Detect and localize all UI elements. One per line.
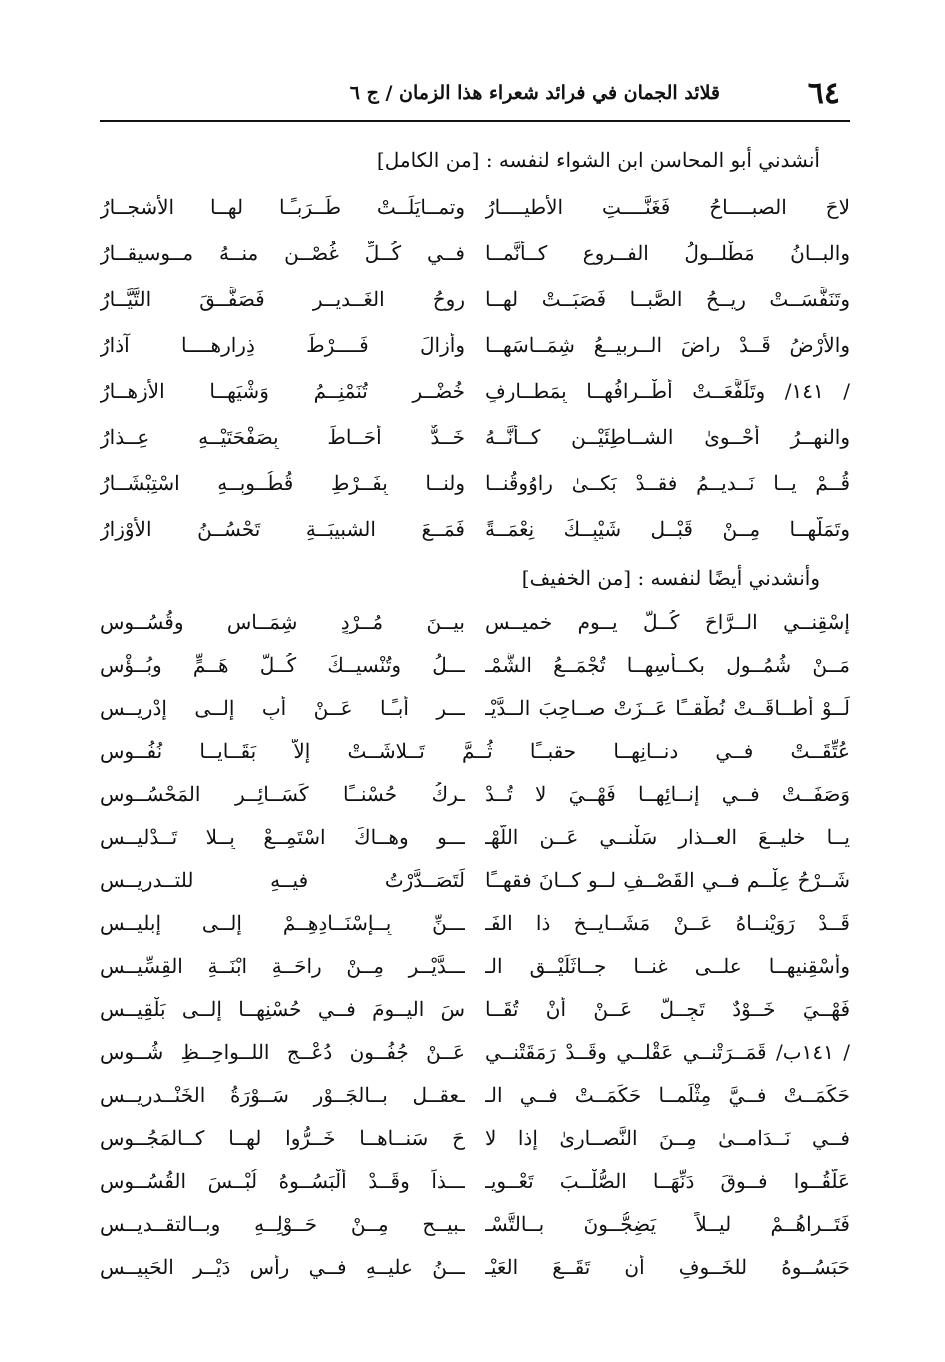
second-hemistich: روحُ الغَــديــرِ فَصَفَّــقَ التَّيَّــارُ — [100, 287, 465, 311]
verse-line — [100, 739, 850, 785]
second-hemistich: فَمَــعَ الشبيبَــةِ تَحْسُــنُ الأوْزارُ — [100, 517, 465, 541]
second-hemistich: ـــنُ عليــهِ فــي رأسِ دَيْــرِ الحَبِيــسِ — [100, 1255, 465, 1279]
verse-line — [100, 782, 850, 828]
second-hemistich: ـــنِّ بِــإسْنَــادِهِــمْ إلــى إبليــسِ — [100, 911, 465, 935]
verse-line — [100, 653, 850, 699]
first-hemistich: إسْقِنــي الــرَّاحَ كُــلَّ يــومِ خميــسٍ — [485, 610, 850, 634]
verse-line — [100, 1255, 850, 1301]
first-hemistich: حَكَمَــتْ فــيَّ مِثْلَمــا حَكَمَــتْ فــي الـ — [485, 1083, 850, 1107]
header-rule — [100, 120, 850, 122]
second-hemistich: ولنــا بِفَــرْطِ قُطُــوبِــهِ اسْتِبْشَــارُ — [100, 471, 465, 495]
verse-line — [100, 997, 850, 1043]
first-hemistich: وأسْقِنيهــا علــى غنــا جــاثَلَيْــقِ الـ — [485, 954, 850, 978]
second-hemistich: ـــوِ وهــاكَ اسْتَمِــعْ بِــلا تَــدْليــسِ — [100, 825, 465, 849]
verse-line — [100, 241, 850, 287]
first-hemistich: والأرْضُ قَــدْ راضَ الــربيــعُ شِمَــاسَهــا — [485, 333, 850, 357]
second-hemistich: حَ سَنــاهــا خَــرُّوا لهــا كــالمَجُــوسِ — [100, 1126, 465, 1150]
running-title: قلائد الجمان في فرائد شعراء هذا الزمان / ج ٦ — [349, 82, 720, 104]
first-hemistich: فــي نَــدَامــىٰ مِــنَ النَّصــارىٰ إذا لا — [485, 1126, 850, 1150]
section-intro: وأنشدني أيضًا لنفسه : [من الخفيف] — [521, 566, 820, 590]
verse-line — [100, 195, 850, 241]
full-width-verse: عُتِّقَــتْ فــي دنــانِهــا حقبــًا ثُــمَّ تَــلاشَــتْ إلاَّ بَقَــايــا نُفُــوسِ — [100, 739, 850, 763]
verse-line — [100, 287, 850, 333]
first-hemistich: قُــمْ يــا نَــديــمُ فقــدْ بَكــىٰ راوُوقُنــا — [485, 471, 850, 495]
second-hemistich: ـعقــلِ بــالجَــوْرِ سَــوْرَةُ الخَنْــدريــسِ — [100, 1083, 465, 1107]
verse-line — [100, 379, 850, 425]
second-hemistich: عَــنْ جُفُــونٍ دُعْــجِ اللــواحِــظِ شُــوسِ — [100, 1040, 465, 1064]
second-hemistich: وتمــايَلَــتْ طَــرَبـًـا لهــا الأشجــارُ — [100, 195, 465, 219]
first-hemistich: حَبَسُــوهُ للخَــوفِ أن تَقَــعَ العَيْـ — [485, 1255, 850, 1279]
first-hemistich: مَــنْ شُمُــولٍ بكــأسِهــا تُجْمَــعُ الشَّمْـ — [485, 653, 850, 677]
verse-line — [100, 1126, 850, 1172]
verse-line — [100, 333, 850, 379]
verse-line — [100, 911, 850, 957]
second-hemistich: وأزالَ فَــــرْطَ ذِرارِهــــا آذارُ — [100, 333, 465, 357]
second-hemistich: سَ اليــومَ فــي حُسْنِهــا إلــى بَلْقِيــسِ — [100, 997, 465, 1021]
verse-line — [100, 1169, 850, 1215]
first-hemistich: شَــرْحُ عِلْــمٍ فــي القَصْــفِ لــو كــانَ فقهــًا — [485, 868, 850, 892]
page-header — [100, 70, 850, 120]
second-hemistich: فــي كُــلِّ غُصْــنٍ منــهُ مــوسيقــارُ — [100, 241, 465, 265]
second-hemistich: ـــدَّيْــرِ مِــنْ راحَــةِ ابْنَــةِ القِسِّيــسِ — [100, 954, 465, 978]
first-hemistich: قَــدْ رَوَيْنــاهُ عَــنْ مَشَــايــخِ ذا الفَـ — [485, 911, 850, 935]
second-hemistich: خَــدٌّ أَحَــاطَ بِصَفْحَتَيْــهِ عِــذارُ — [100, 425, 465, 449]
second-hemistich: ـــرِ أبـًـا عَــنْ أبٍ إلــى إدْريــسِ — [100, 696, 465, 720]
first-hemistich: / ١٤١/ وتَلَفَّعَــتْ أطْــرافُهــا بِمَطــارِفٍ — [485, 379, 850, 403]
section-intro: أنشدني أبو المحاسن ابن الشواء لنفسه : [من الكامل] — [376, 148, 820, 172]
verse-line — [100, 825, 850, 871]
page-number: ٦٤ — [807, 76, 840, 111]
verse-line — [100, 610, 850, 656]
second-hemistich: ـــلُ وتُنْسيــكَ كُــلَّ هَــمٍّ وبُــؤْسِ — [100, 653, 465, 677]
first-hemistich: / ١٤١ب/ قَمَــرَتْنــي عَقْلــي وقَــدْ رَمَقَتْنــي — [485, 1040, 850, 1064]
first-hemistich: لاحَ الصبــــاحُ فَغَنَّــــتِ الأطيــــارُ — [485, 195, 850, 219]
first-hemistich: عَلَّقُــوا فــوقَ دَنِّهَــا الصُّلْــبَ تَعْــويـ — [485, 1169, 850, 1193]
verse-line — [100, 696, 850, 742]
first-hemistich: لَــوْ أطــاقَــتْ نُطْقــًا عَــزَتْ صــاحِبَ الــدَّيْـ — [485, 696, 850, 720]
verse-line — [100, 1083, 850, 1129]
second-hemistich: خُضْــرٍ تُنَمْنِــمُ وَشْيَهــا الأزهــارُ — [100, 379, 465, 403]
first-hemistich: وَصَفَــتْ فــي إنــائِهــا فَهْــيَ لا تُــدْ — [485, 782, 850, 806]
verse-line — [100, 1040, 850, 1086]
verse-line — [100, 425, 850, 471]
second-hemistich: بيــنَ مُــرْدٍ شِمَــاسٍ وقُسُــوسِ — [100, 610, 465, 634]
first-hemistich: والبــانُ مَطْلــولُ الفــروعِ كــأنَّمــا — [485, 241, 850, 265]
first-hemistich: يــا خليــعَ العــذارِ سَلْنــي عَــنِ اللَّهْـ — [485, 825, 850, 849]
first-hemistich: والنهــرُ أَحْــوىٰ الشــاطِئَيْــنِ كــأنَّــهُ — [485, 425, 850, 449]
verse-line — [100, 517, 850, 563]
verse-line — [100, 868, 850, 914]
second-hemistich: ـرِكُ حُسْنــًا كَسَــائِــرِ المَحْسُــوسِ — [100, 782, 465, 806]
verse-line — [100, 954, 850, 1000]
first-hemistich: فَتَــراهُــمْ ليــلاً يَضِجُّــونَ بــالتَّسْـ — [485, 1212, 850, 1236]
verse-line — [100, 1212, 850, 1258]
verse-line — [100, 471, 850, 517]
second-hemistich: لَتَصَــدَّرْتُ فيــهِ للتــدريــسِ — [100, 868, 465, 892]
first-hemistich: وتَنَفَّسَــتْ ريــحُ الصَّبــا فَصَبَــتْ لهــا — [485, 287, 850, 311]
second-hemistich: ـــذاً وقَــدْ ألْبَسُــوهُ لُبْــسَ القُسُــوسِ — [100, 1169, 465, 1193]
second-hemistich: ـبيــحِ مِــنْ حَــوْلِــهِ وبــالتقــديــسِ — [100, 1212, 465, 1236]
first-hemistich: وتَمَلَّهــا مِــنْ قَبْــلِ شَيْبِــكَ نِعْمَــةً — [485, 517, 850, 541]
first-hemistich: فَهْــيَ خَــوْدٌ تَجِــلُّ عَــنْ أنْ تُقَــا — [485, 997, 850, 1021]
